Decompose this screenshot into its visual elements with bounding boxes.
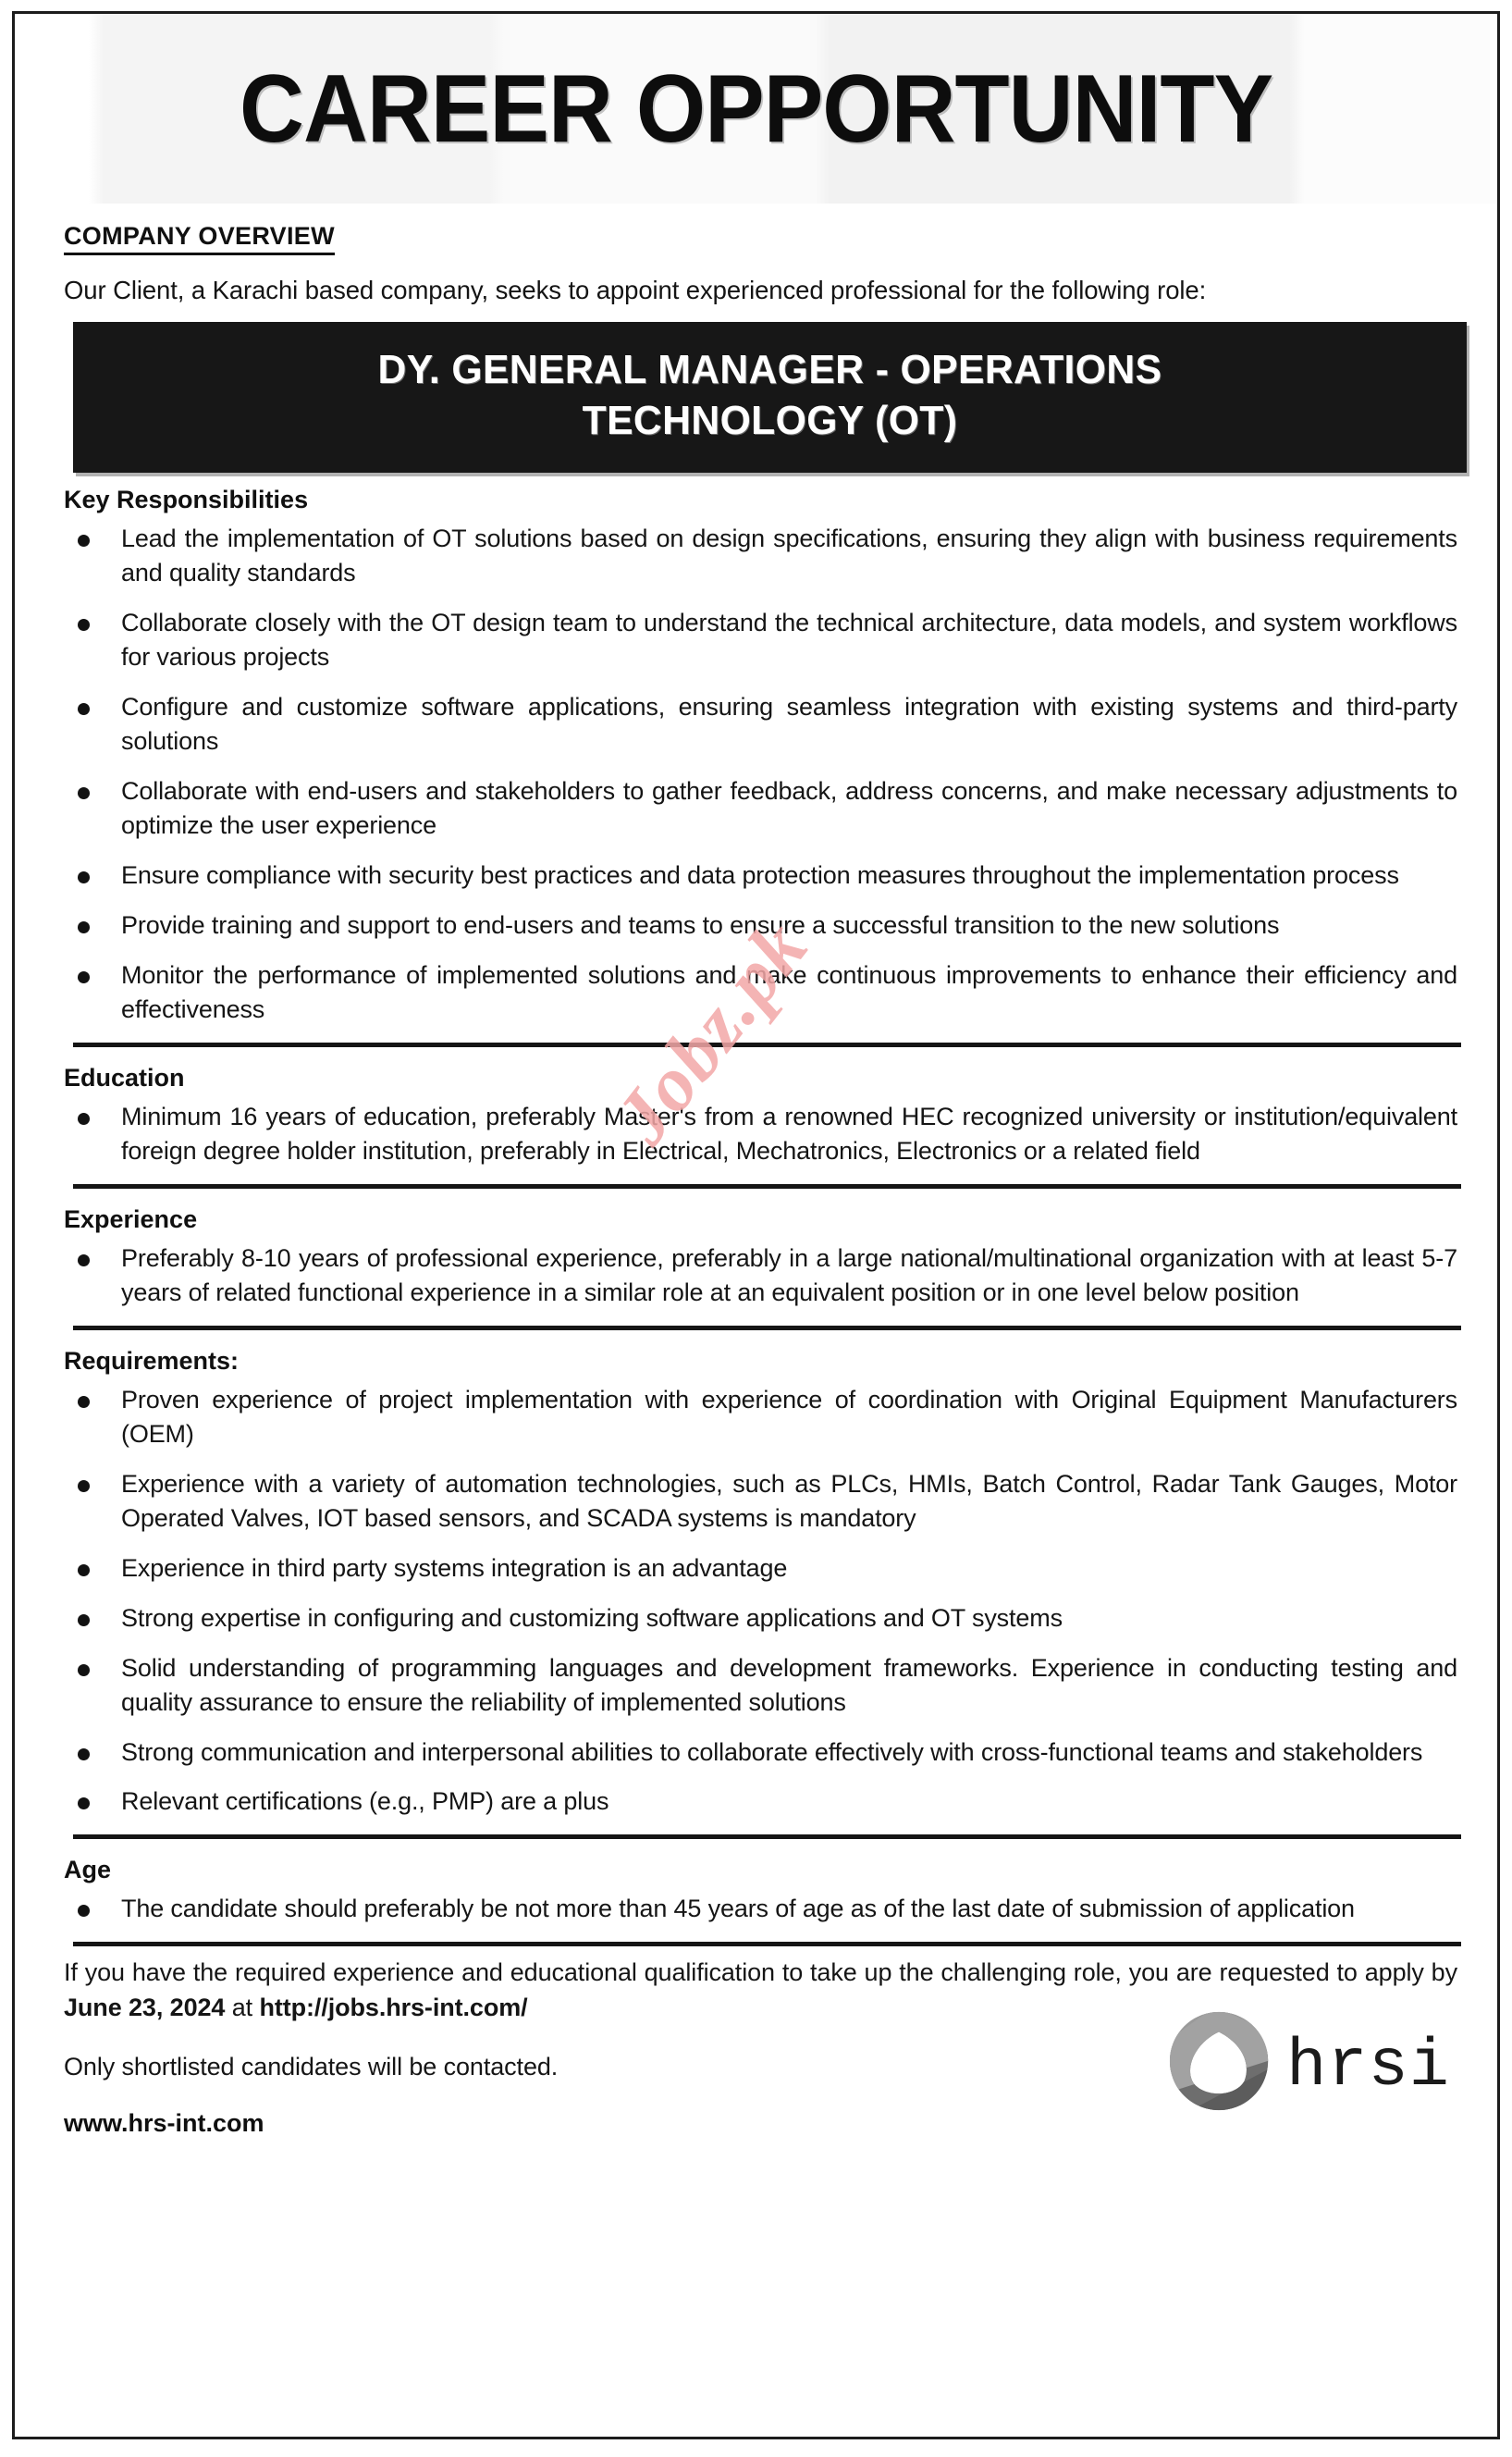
section-divider xyxy=(73,1326,1461,1330)
list-item: Provide training and support to end-users and teams to ensure a successful transition to the new solutions xyxy=(58,908,1467,943)
section-heading-age: Age xyxy=(64,1856,112,1884)
requirements-list xyxy=(58,1383,1467,1820)
section-divider xyxy=(73,1834,1461,1839)
list-item: Experience with a variety of automation technologies, such as PLCs, HMIs, Batch Control, Radar Tank Gauges, Motor Operated Valves, IOT based sensors, and SCADA systems is mandatory xyxy=(58,1467,1467,1536)
list-item: Configure and customize software applications, ensuring seamless integration with existing systems and third-party solutions xyxy=(58,690,1467,759)
list-item: Preferably 8-10 years of professional experience, preferably in a large national/multinational organization with at least 5-7 years of related functional experience in a similar role at an equivalent position or in one level below position xyxy=(58,1241,1467,1310)
list-item: Collaborate with end-users and stakeholders to gather feedback, address concerns, and make necessary adjustments to optimize the user experience xyxy=(58,774,1467,843)
footer xyxy=(58,1956,1467,2137)
page-title: CAREER OPPORTUNITY xyxy=(239,55,1273,163)
footer-divider xyxy=(73,1942,1461,1946)
job-title-line-1: DY. GENERAL MANAGER - OPERATIONS xyxy=(377,347,1162,392)
list-item: Proven experience of project implementation with experience of coordination with Original Equipment Manufacturers (OEM) xyxy=(58,1383,1467,1451)
flyer-body xyxy=(15,204,1497,2138)
section-heading-experience: Experience xyxy=(64,1204,198,1233)
list-item: Monitor the performance of implemented solutions and make continuous improvements to enhance their efficiency and effectiveness xyxy=(58,958,1467,1027)
section-heading-education: Education xyxy=(64,1063,185,1092)
jobz-pk-watermark: Jobz.pk xyxy=(598,904,825,1160)
application-deadline: June 23, 2024 xyxy=(64,1994,226,2022)
section-heading-requirements: Requirements: xyxy=(64,1346,240,1375)
experience-list xyxy=(58,1241,1467,1310)
key-responsibilities-list xyxy=(58,522,1467,1027)
age-list xyxy=(58,1892,1467,1926)
hrsi-wordmark: hrsi xyxy=(1286,2028,1450,2105)
list-item: Solid understanding of programming languages and development frameworks. Experience in conducting testing and quality assurance to ensure the reliability of implemented solutions xyxy=(58,1651,1467,1720)
list-item: Lead the implementation of OT solutions based on design specifications, ensuring they align with business requirements and quality standards xyxy=(58,522,1467,590)
list-item: Collaborate closely with the OT design team to understand the technical architecture, data models, and system workflows for various projects xyxy=(58,606,1467,674)
list-item: Strong communication and interpersonal abilities to collaborate effectively with cross-functional teams and stakeholders xyxy=(58,1735,1467,1770)
list-item: Experience in third party systems integration is an advantage xyxy=(58,1551,1467,1586)
section-heading-key-responsibilities: Key Responsibilities xyxy=(64,485,309,513)
hrsi-logo xyxy=(1164,2006,1450,2116)
list-item: Minimum 16 years of education, preferably Master's from a renowned HEC recognized university or institution/equivalent foreign degree holder institution, preferably in Electrical, Mechatronics, Electronics or a related field xyxy=(58,1100,1467,1168)
list-item: Relevant certifications (e.g., PMP) are a plus xyxy=(58,1784,1467,1819)
list-item: Strong expertise in configuring and customizing software applications and OT systems xyxy=(58,1601,1467,1636)
apply-instructions-prefix: If you have the required experience and educational qualification to take up the challenging role, you are requested to apply by xyxy=(64,1958,1457,1987)
company-overview-heading: COMPANY OVERVIEW xyxy=(64,222,335,255)
application-url[interactable]: http://jobs.hrs-int.com/ xyxy=(259,1994,528,2022)
job-title-line-2: TECHNOLOGY (OT) xyxy=(582,398,958,444)
flyer-sheet xyxy=(12,11,1500,2439)
header-banner xyxy=(15,14,1497,204)
section-divider xyxy=(73,1043,1461,1047)
list-item: The candidate should preferably be not more than 45 years of age as of the last date of submission of application xyxy=(58,1892,1467,1926)
hrsi-ring-icon xyxy=(1164,2006,1273,2116)
apply-instructions-mid: at xyxy=(225,1994,260,2022)
company-website[interactable]: www.hrs-int.com xyxy=(64,2108,264,2137)
section-divider xyxy=(73,1184,1461,1189)
list-item: Ensure compliance with security best practices and data protection measures throughout the implementation process xyxy=(58,858,1467,893)
company-overview-text: Our Client, a Karachi based company, seeks to appoint experienced professional for the following role: xyxy=(64,276,1207,304)
education-list xyxy=(58,1100,1467,1168)
job-title-banner xyxy=(73,322,1467,473)
shortlist-note: Only shortlisted candidates will be contacted. xyxy=(64,2053,559,2081)
